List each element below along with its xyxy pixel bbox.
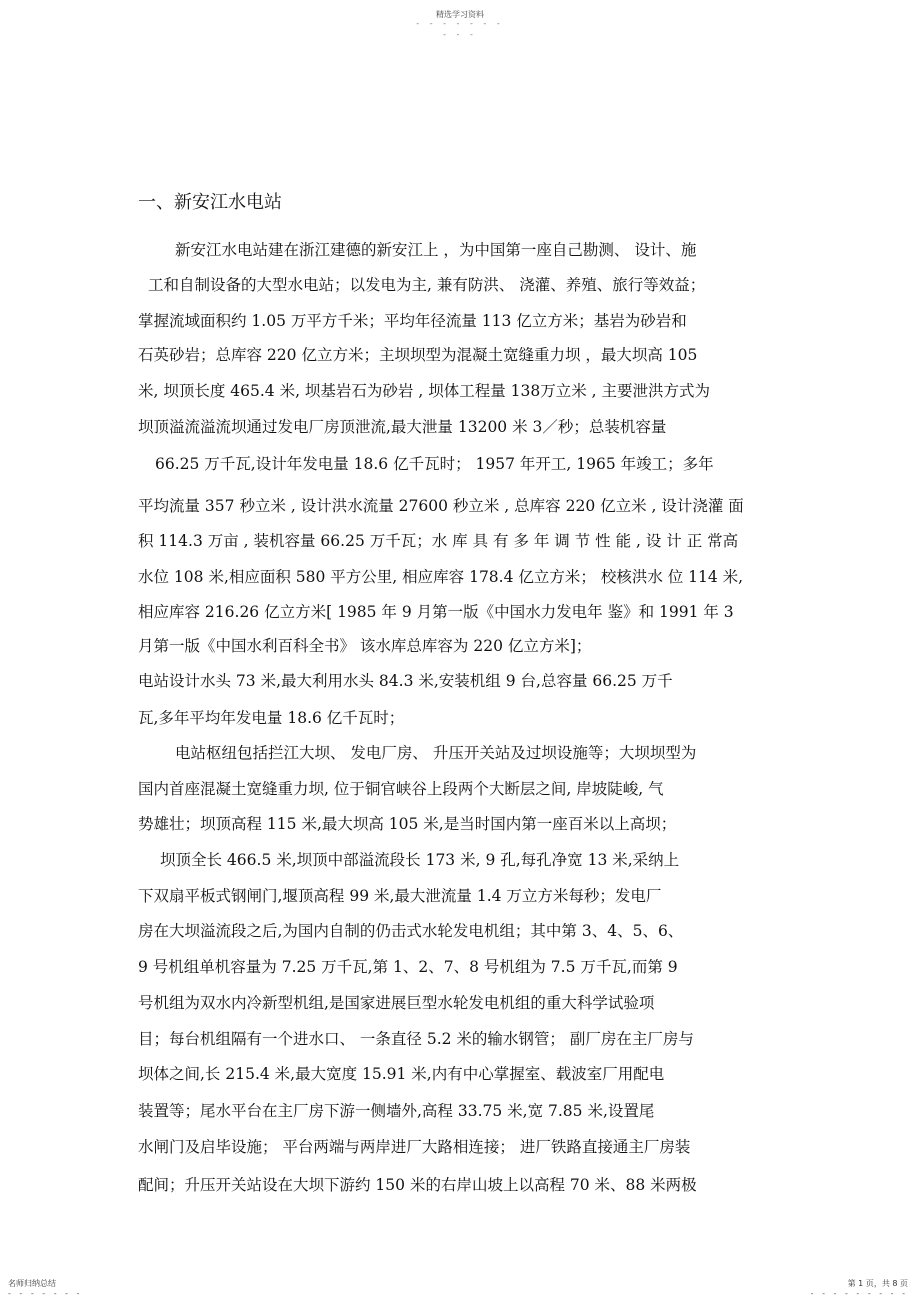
text-line: 电站枢纽包括拦江大坝、 发电厂房、 升压开关站及过坝设施等；大坝坝型为 [175, 744, 697, 762]
text-line: 房在大坝溢流段之后,为国内自制的仍击式水轮发电机组；其中第 3、4、5、6、 [138, 922, 684, 940]
page-header-label: 精选学习资料 [436, 10, 484, 19]
text-line: 配间；升压开关站设在大坝下游约 150 米的右岸山坡上以高程 70 米、88 米两极 [138, 1176, 697, 1194]
page-number: 第 1 页，共 8 页 [847, 1279, 908, 1288]
section-title: 一、新安江水电站 [138, 192, 282, 213]
text-line: 月第一版《中国水利百科全书》 该水库总库容为 220 亿立方米]； [138, 637, 592, 655]
header-dashes: - - - - - - - [416, 19, 504, 28]
text-line: 平均流量 357 秒立米 , 设计洪水流量 27600 秒立米 , 总库容 220 亿立米 , 设计浇灌 面 [138, 497, 744, 515]
footer-left-label: 名师归纳总结 [8, 1279, 56, 1288]
text-line: 米, 坝顶长度 465.4 米, 坝基岩石为砂岩 , 坝体工程量 138万立米 , 主要泄洪方式为 [138, 382, 711, 400]
text-line: 积 114.3 万亩 , 装机容量 66.25 万千瓦；水 库 具 有 多 年 调 节 性 能 , 设 计 正 常高 [138, 532, 739, 550]
text-line: 坝顶全长 466.5 米,坝顶中部溢流段长 173 米, 9 孔,每孔净宽 13 米,采纳上 [160, 851, 680, 869]
text-line: 号机组为双水内冷新型机组,是国家进展巨型水轮发电机组的重大科学试验项 [138, 994, 655, 1012]
text-line: 新安江水电站建在浙江建德的新安江上 ，为中国第一座自己勘测、 设计、施 [175, 241, 697, 259]
text-line: 9 号机组单机容量为 7.25 万千瓦,第 1、2、7、8 号机组为 7.5 万千瓦,而第 9 [138, 958, 678, 976]
text-line: 势雄壮；坝顶高程 115 米,最大坝高 105 米,是当时国内第一座百米以上高坝； [138, 815, 677, 833]
text-line: 坝体之间,长 215.4 米,最大宽度 15.91 米,内有中心掌握室、载波室厂用配电 [138, 1065, 665, 1083]
text-line: 水闸门及启毕设施； 平台两端与两岸进厂大路相连接； 进厂铁路直接通主厂房装 [138, 1138, 691, 1156]
text-line: 水位 108 米,相应面积 580 平方公里, 相应库容 178.4 亿立方米； 校核洪水 位 114 米, [138, 568, 744, 586]
text-line: 66.25 万千瓦,设计年发电量 18.6 亿千瓦时； 1957 年开工, 1965 年竣工；多年 [155, 455, 714, 473]
footer-left-dashes: - - - - - - - [8, 1289, 83, 1298]
text-line: 国内首座混凝土宽缝重力坝, 位于铜官峡谷上段两个大断层之间, 岸坡陡峻, 气 [138, 780, 664, 798]
text-line: 下双扇平板式钢闸门,堰顶高程 99 米,最大泄流量 1.4 万立方米每秒；发电厂 [138, 887, 662, 905]
text-line: 相应库容 216.26 亿立方米[ 1985 年 9 月第一版《中国水力发电年 鉴》和 1991 年 3 [138, 603, 734, 621]
text-line: 电站设计水头 73 米,最大利用水头 84.3 米,安装机组 9 台,总容量 66.25 万千 [138, 672, 673, 690]
text-line: 装置等；尾水平台在主厂房下游一侧墙外,高程 33.75 米,宽 7.85 米,设置尾 [138, 1102, 655, 1120]
text-line: 坝顶溢流溢流坝通过发电厂房顶泄流,最大泄量 13200 米 3／秒；总装机容量 [138, 418, 667, 436]
footer-right-dashes: - - - - - - - - - [810, 1289, 908, 1298]
text-line: 掌握流域面积约 1.05 万平方千米；平均年径流量 113 亿立方米；基岩为砂岩和 [138, 312, 687, 330]
text-line: 目；每台机组隔有一个进水口、 一条直径 5.2 米的输水钢管； 副厂房在主厂房与 [138, 1030, 694, 1048]
text-line: 瓦,多年平均年发电量 18.6 亿千瓦时； [138, 709, 405, 727]
text-line: 石英砂岩；总库容 220 亿立方米；主坝坝型为混凝土宽缝重力坝 ，最大坝高 105 [138, 346, 698, 364]
header-dashes-2: - - - [443, 30, 477, 39]
text-line: 工和自制设备的大型水电站；以发电为主, 兼有防洪、 浇灌、养殖、旅行等效益； [148, 276, 706, 294]
